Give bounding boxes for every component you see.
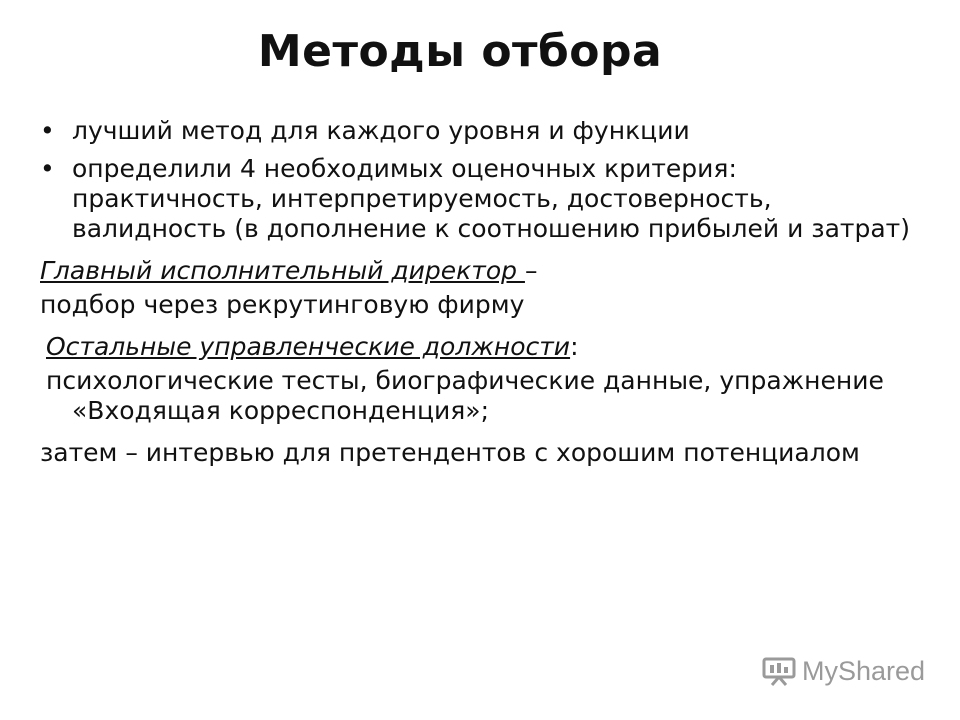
slide-title: Методы отбора (257, 26, 663, 77)
slide-body (40, 116, 920, 480)
ceo-suffix: – (524, 256, 538, 285)
bullet-item (40, 154, 920, 244)
others-suffix: : (570, 332, 579, 361)
bullet-dot-icon: • (40, 154, 55, 183)
watermark-text: MyShared (802, 656, 926, 686)
then-text: затем – интервью для претендентов с хорошим потенциалом (40, 438, 860, 467)
ceo-label: Главный исполнительный директор (40, 256, 525, 285)
presentation-icon (762, 657, 796, 687)
ceo-heading (40, 256, 920, 286)
bullet-dot-icon: • (40, 116, 55, 145)
others-heading (40, 332, 920, 362)
watermark-logo (762, 656, 925, 687)
others-label: Остальные управленческие должности (46, 332, 571, 361)
ceo-text: подбор через рекрутинговую фирму (40, 290, 525, 319)
others-text: психологические тесты, биографические данные, упражнение «Входящая корреспонденция»; (46, 366, 884, 425)
bullet-item (40, 116, 920, 146)
bullet-text: лучший метод для каждого уровня и функции (72, 116, 690, 145)
bullet-text: определили 4 необходимых оценочных критерия: практичность, интерпретируемость, достоверность, валидность (в дополнение к соотношению прибылей и затрат) (72, 154, 910, 243)
